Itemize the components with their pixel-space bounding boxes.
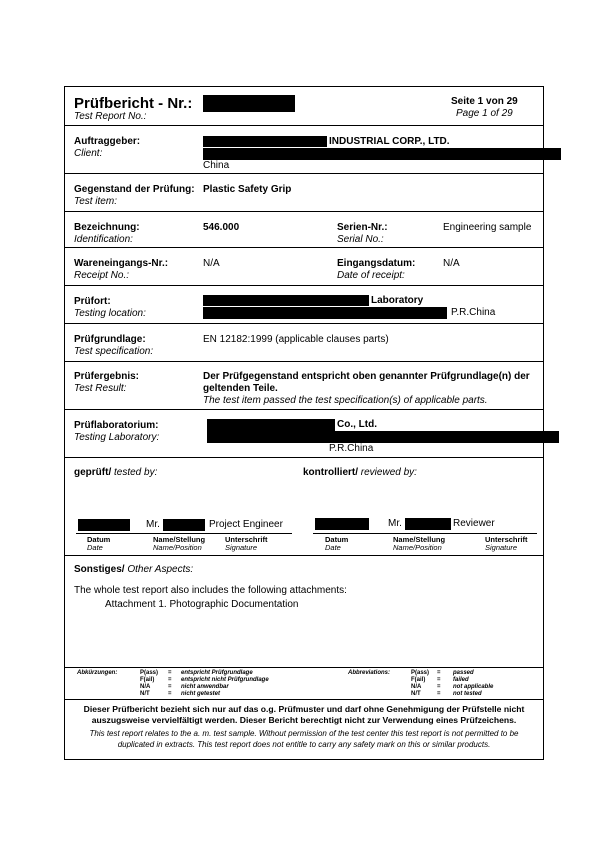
tested-col-signature: Unterschrift [225,535,268,544]
identification-label: Bezeichnung: [74,222,140,233]
result-text-de-2: geltenden Teile. [203,383,278,394]
tested-col-name-en: Name/Position [153,543,202,552]
client-redaction [203,136,327,147]
attachment-item: Attachment 1. Photographic Documentation [105,599,299,610]
location-address-redaction [203,307,447,319]
reviewed-name-redaction [405,518,451,530]
specification-label: Prüfgrundlage: [74,334,146,345]
abbrev-key: F(ail) [411,677,426,683]
reviewed-col-name: Name/Stellung [393,535,446,544]
result-text-de-1: Der Prüfgegenstand entspricht oben genannter Prüfgrundlage(n) der [203,371,530,382]
receipt-date-label: Eingangsdatum: [337,258,416,269]
specification-label-en: Test specification: [74,346,154,357]
test-item-label: Gegenstand der Prüfung: [74,184,195,195]
divider [65,361,543,362]
identification-value: 546.000 [203,222,240,233]
reviewed-col-signature-en: Signature [485,543,518,552]
test-item-label-en: Test item: [74,196,117,207]
client-country: China [203,160,230,171]
tested-signature-line [76,533,292,534]
abbrev-value: passed [453,670,474,676]
report-title-en: Test Report No.: [74,111,147,122]
abbrev-value: entspricht Prüfgrundlage [181,670,253,676]
reviewed-col-date-en: Date [325,543,341,552]
report-number-redaction [203,95,295,112]
reviewed-signature-line [313,533,537,534]
report-frame [64,86,544,760]
divider [65,211,543,212]
abbrev-eq: = [437,677,441,683]
client-label: Auftraggeber: [74,136,141,147]
divider [65,699,543,700]
receipt-value: N/A [203,258,220,269]
abbrev-eq: = [437,684,441,690]
abbrev-key: F(ail) [140,677,155,683]
abbrev-key: N/T [411,691,421,697]
divider [65,125,543,126]
tested-date-redaction [78,519,130,531]
reviewed-mr: Mr. [388,518,402,529]
receipt-date-label-en: Date of receipt: [337,270,405,281]
tested-name-redaction [163,519,205,531]
report-title: Prüfbericht - Nr.: [74,95,193,112]
abbrev-value: not applicable [453,684,494,690]
client-name: INDUSTRIAL CORP., LTD. [329,136,450,147]
abbrev-key: N/A [140,684,151,690]
divider [65,457,543,458]
reviewed-role: Reviewer [453,518,495,529]
reviewed-col-signature: Unterschrift [485,535,528,544]
receipt-label: Wareneingangs-Nr.: [74,258,169,269]
tested-role: Project Engineer [209,519,283,530]
abbrev-eq: = [437,691,441,697]
abbrev-label-de: Abkürzungen: [77,670,118,676]
divider [65,247,543,248]
result-label-en: Test Result: [74,383,127,394]
reviewed-by-label: kontrolliert/ reviewed by: [303,467,417,478]
abbrev-key: P(ass) [411,670,430,676]
tested-by-label: geprüft/ tested by: [74,467,158,478]
disclaimer-en-1: This test report relates to the a. m. test sample. Without permission of the test center this test report is not permitted to be [89,729,519,738]
abbrev-key: N/A [411,684,422,690]
location-redaction [203,295,369,306]
location-label: Prüfort: [74,296,111,307]
laboratory-address-redaction [207,431,559,443]
receipt-date-value: N/A [443,258,460,269]
result-label: Prüfergebnis: [74,371,140,382]
tested-col-signature-en: Signature [225,543,258,552]
location-name: Laboratory [371,295,424,306]
tested-mr: Mr. [146,519,160,530]
abbrev-key: N/T [140,691,150,697]
other-aspects-label: Sonstiges/ Other Aspects: [74,564,194,575]
serial-value: Engineering sample [443,222,532,233]
page-number-de: Seite 1 von 29 [451,96,518,107]
divider [65,409,543,410]
reviewed-col-date: Datum [325,535,349,544]
serial-label: Serien-Nr.: [337,222,388,233]
client-label-en: Client: [74,148,103,159]
divider [65,285,543,286]
tested-col-date-en: Date [87,543,103,552]
disclaimer-de-1: Dieser Prüfbericht bezieht sich nur auf das o.g. Prüfmuster und darf ohne Genehmigung der Prüfstelle nicht [83,704,525,714]
abbrev-value: entspricht nicht Prüfgrundlage [181,677,269,683]
reviewed-col-name-en: Name/Position [393,543,442,552]
abbrev-key: P(ass) [140,670,159,676]
abbrev-value: nicht getestet [181,691,221,697]
result-text-en: The test item passed the test specification(s) of applicable parts. [203,395,488,406]
laboratory-name: Co., Ltd. [337,419,377,430]
abbrev-value: nicht anwendbar [181,684,229,690]
serial-label-en: Serial No.: [337,234,384,245]
laboratory-label: Prüflaboratorium: [74,420,159,431]
disclaimer-de-2: auszugsweise vervielfältigt werden. Dieser Bericht berechtigt nicht zur Verwendung eines Prüfzeichens. [91,715,517,725]
abbrev-eq: = [168,677,172,683]
abbrev-label-en: Abbreviations: [348,670,391,676]
divider [65,173,543,174]
laboratory-label-en: Testing Laboratory: [74,432,160,443]
location-label-en: Testing location: [74,308,146,319]
client-address-redaction [203,148,561,160]
reviewed-date-redaction [315,518,369,530]
location-country: P.R.China [451,307,496,318]
test-item-value: Plastic Safety Grip [203,184,292,195]
laboratory-redaction [207,419,335,431]
specification-value: EN 12182:1999 (applicable clauses parts) [203,334,389,345]
laboratory-country: P.R.China [329,443,374,454]
divider [65,667,543,668]
abbrev-eq: = [168,691,172,697]
abbrev-value: not tested [453,691,482,697]
divider [65,555,543,556]
disclaimer-en-2: duplicated in extracts. This test report does not entitle to carry any safety mark on this or similar products. [117,740,491,749]
receipt-label-en: Receipt No.: [74,270,130,281]
page-number-en: Page 1 of 29 [456,108,513,119]
abbrev-eq: = [168,670,172,676]
abbrev-eq: = [168,684,172,690]
abbrev-value: failed [453,677,469,683]
divider [65,323,543,324]
tested-col-name: Name/Stellung [153,535,206,544]
abbrev-eq: = [437,670,441,676]
identification-label-en: Identification: [74,234,133,245]
attachments-intro: The whole test report also includes the following attachments: [74,585,347,596]
tested-col-date: Datum [87,535,111,544]
